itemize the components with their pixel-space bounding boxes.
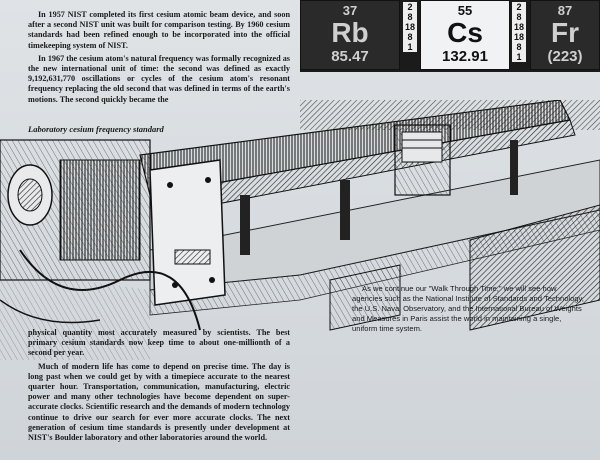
element-cesium	[420, 0, 510, 70]
element-rubidium	[300, 0, 400, 70]
element-symbol: Rb	[331, 17, 369, 48]
electron-shells-left: 2 8 18 8 1	[404, 2, 415, 52]
body-paragraph: physical quantity most accurately measured by scientists. The best primary cesium standards now keep time to about one-millionth of a second per year.	[28, 328, 290, 358]
walk-paragraph: As we continue our "Walk Through Time," we will see how agencies such as the National Institute of Standards and Technology, the U.S. Naval Observatory, and the International Bureau of Weights and Measures in Paris assist the world in maintaining a single, uniform time system.	[352, 284, 584, 333]
element-number: 87	[557, 3, 573, 18]
element-mass: 85.47	[331, 48, 369, 65]
element-symbol: Cs	[447, 17, 483, 48]
electron-shells-right: 2 8 18 18 8 1	[513, 2, 524, 62]
element-mass: (223)	[547, 48, 583, 65]
figure-caption: Laboratory cesium frequency standard	[28, 124, 164, 134]
element-francium	[530, 0, 600, 70]
element-mass: 132.91	[442, 48, 488, 65]
body-text	[28, 328, 290, 446]
element-number: 55	[457, 3, 473, 18]
intro-text	[28, 10, 290, 108]
walk-through-time-text	[352, 284, 588, 337]
periodic-table-strip	[300, 0, 600, 72]
body-paragraph: Much of modern life has come to depend on precise time. The day is long past when we could get by with a timepiece accurate to the nearest quarter hour. Transportation, communication, manufacturing, electric power and many other technologies have become dependent on super-accurate clocks. Scientific research and the demands of modern technology continue to drive our search for ever more accurate clocks. The next generation of cesium time standards is presently under development at NIST's Boulder laboratory and other laboratories around the world.	[28, 361, 290, 443]
element-number: 37	[342, 3, 358, 18]
element-symbol: Fr	[551, 17, 579, 48]
intro-paragraph: In 1957 NIST completed its first cesium atomic beam device, and soon after a second NIST unit was built for comparison testing. By 1960 cesium standards had been refined enough to be incorporated into the official timekeeping system of NIST.	[28, 10, 290, 50]
intro-paragraph: In 1967 the cesium atom's natural frequency was formally recognized as the new international unit of time: the second was defined as exactly 9,192,631,770 oscillations or cycles of the cesium atom's resonant frequency replacing the old second that was defined in terms of the earth's motions. The second quickly became the	[28, 53, 290, 104]
